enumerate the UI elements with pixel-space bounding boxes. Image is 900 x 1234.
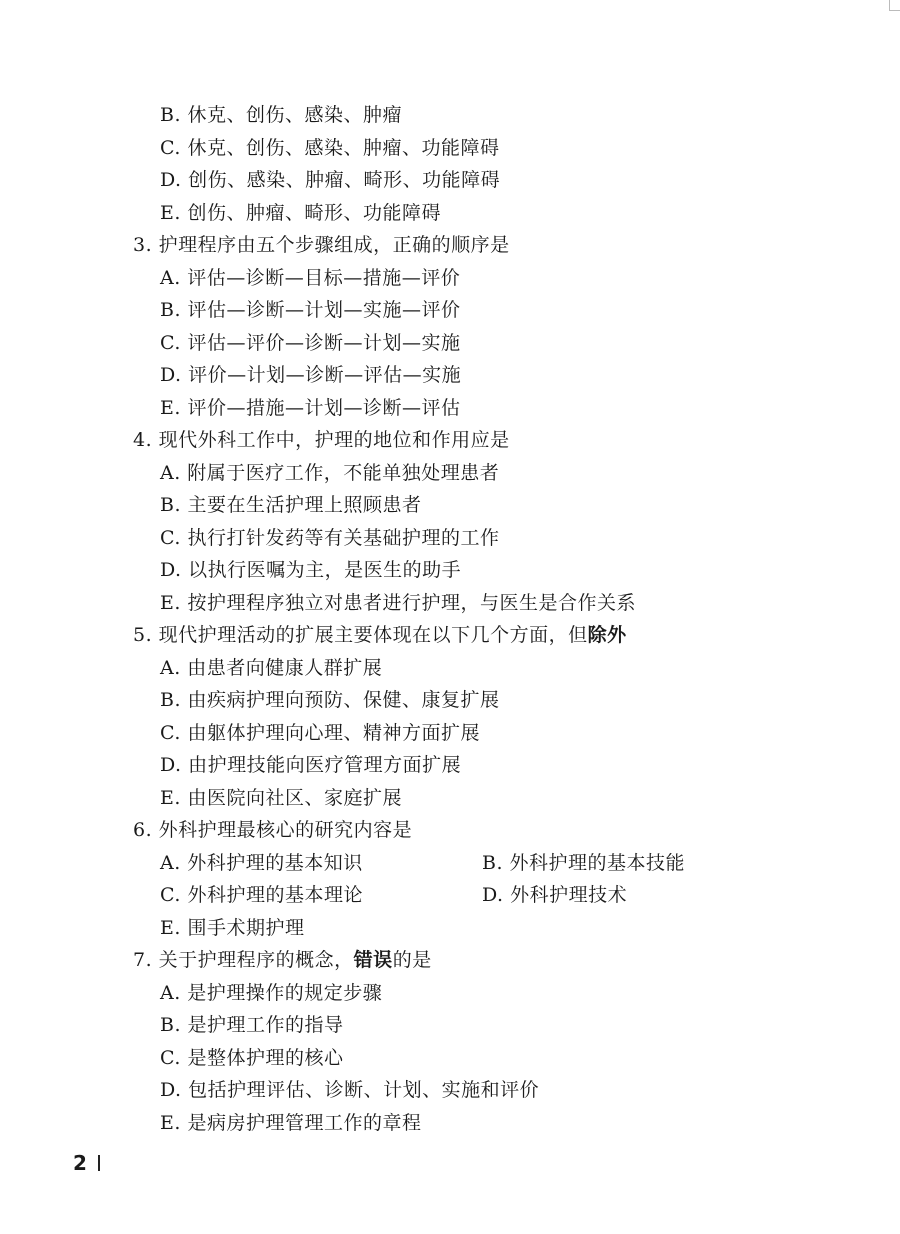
q5-option-b: B. 由疾病护理向预防、保健、康复扩展 — [160, 689, 500, 711]
q3-option-c: C. 评估—评价—诊断—计划—实施 — [160, 331, 461, 354]
q5-option-a: A. 由患者向健康人群扩展 — [160, 656, 383, 679]
q6-option-a: A. 外科护理的基本知识 — [160, 851, 363, 874]
q3-option-d: D. 评价—计划—诊断—评估—实施 — [160, 364, 462, 386]
q3-option-e: E. 评价—措施—计划—诊断—评估 — [160, 396, 461, 419]
q7-emphasis: 错误 — [353, 949, 393, 971]
q5-option-c: C. 由躯体护理向心理、精神方面扩展 — [160, 721, 480, 744]
q5-option-e: E. 由医院向社区、家庭扩展 — [160, 786, 402, 809]
q4-option-e: E. 按护理程序独立对患者进行护理，与医生是合作关系 — [160, 591, 636, 614]
q6-stem: 6. 外科护理最核心的研究内容是 — [133, 819, 413, 841]
q3-stem: 3. 护理程序由五个步骤组成，正确的顺序是 — [133, 234, 510, 256]
q7-option-d: D. 包括护理评估、诊断、计划、实施和评价 — [160, 1079, 540, 1101]
q7-option-e: E. 是病房护理管理工作的章程 — [160, 1111, 422, 1134]
q6-option-c: C. 外科护理的基本理论 — [160, 884, 363, 906]
q6-option-e: E. 围手术期护理 — [160, 916, 305, 939]
q5-stem-text: 5. 现代护理活动的扩展主要体现在以下几个方面，但 — [133, 624, 588, 646]
q2-option-c: C. 休克、创伤、感染、肿瘤、功能障碍 — [160, 136, 500, 159]
q4-option-c: C. 执行打针发药等有关基础护理的工作 — [160, 526, 500, 549]
page-number: 2 — [73, 1151, 87, 1175]
q4-option-b: B. 主要在生活护理上照顾患者 — [160, 494, 422, 516]
q3-option-a: A. 评估—诊断—目标—措施—评价 — [160, 266, 461, 289]
q7-stem-text: 7. 关于护理程序的概念， — [133, 949, 354, 971]
q4-option-d: D. 以执行医嘱为主，是医生的助手 — [160, 559, 462, 581]
q5-option-d: D. 由护理技能向医疗管理方面扩展 — [160, 754, 462, 776]
crop-mark — [889, 0, 900, 11]
q7-option-a: A. 是护理操作的规定步骤 — [160, 981, 383, 1004]
q3-option-b: B. 评估—诊断—计划—实施—评价 — [160, 299, 461, 321]
q7-stem — [133, 944, 432, 976]
q2-option-e: E. 创伤、肿瘤、畸形、功能障碍 — [160, 201, 441, 224]
q5-stem — [133, 619, 627, 651]
q6-option-d: D. 外科护理技术 — [482, 884, 628, 906]
page-number-divider — [98, 1155, 100, 1171]
q7-stem-tail: 的是 — [392, 949, 432, 971]
q2-option-d: D. 创伤、感染、肿瘤、畸形、功能障碍 — [160, 169, 501, 191]
q7-option-b: B. 是护理工作的指导 — [160, 1014, 344, 1036]
q7-option-c: C. 是整体护理的核心 — [160, 1046, 344, 1069]
q5-emphasis: 除外 — [587, 624, 627, 646]
q4-stem: 4. 现代外科工作中，护理的地位和作用应是 — [133, 429, 510, 451]
q2-option-b: B. 休克、创伤、感染、肿瘤 — [160, 104, 403, 126]
q6-option-b: B. 外科护理的基本技能 — [482, 851, 686, 874]
q4-option-a: A. 附属于医疗工作，不能单独处理患者 — [160, 461, 500, 484]
